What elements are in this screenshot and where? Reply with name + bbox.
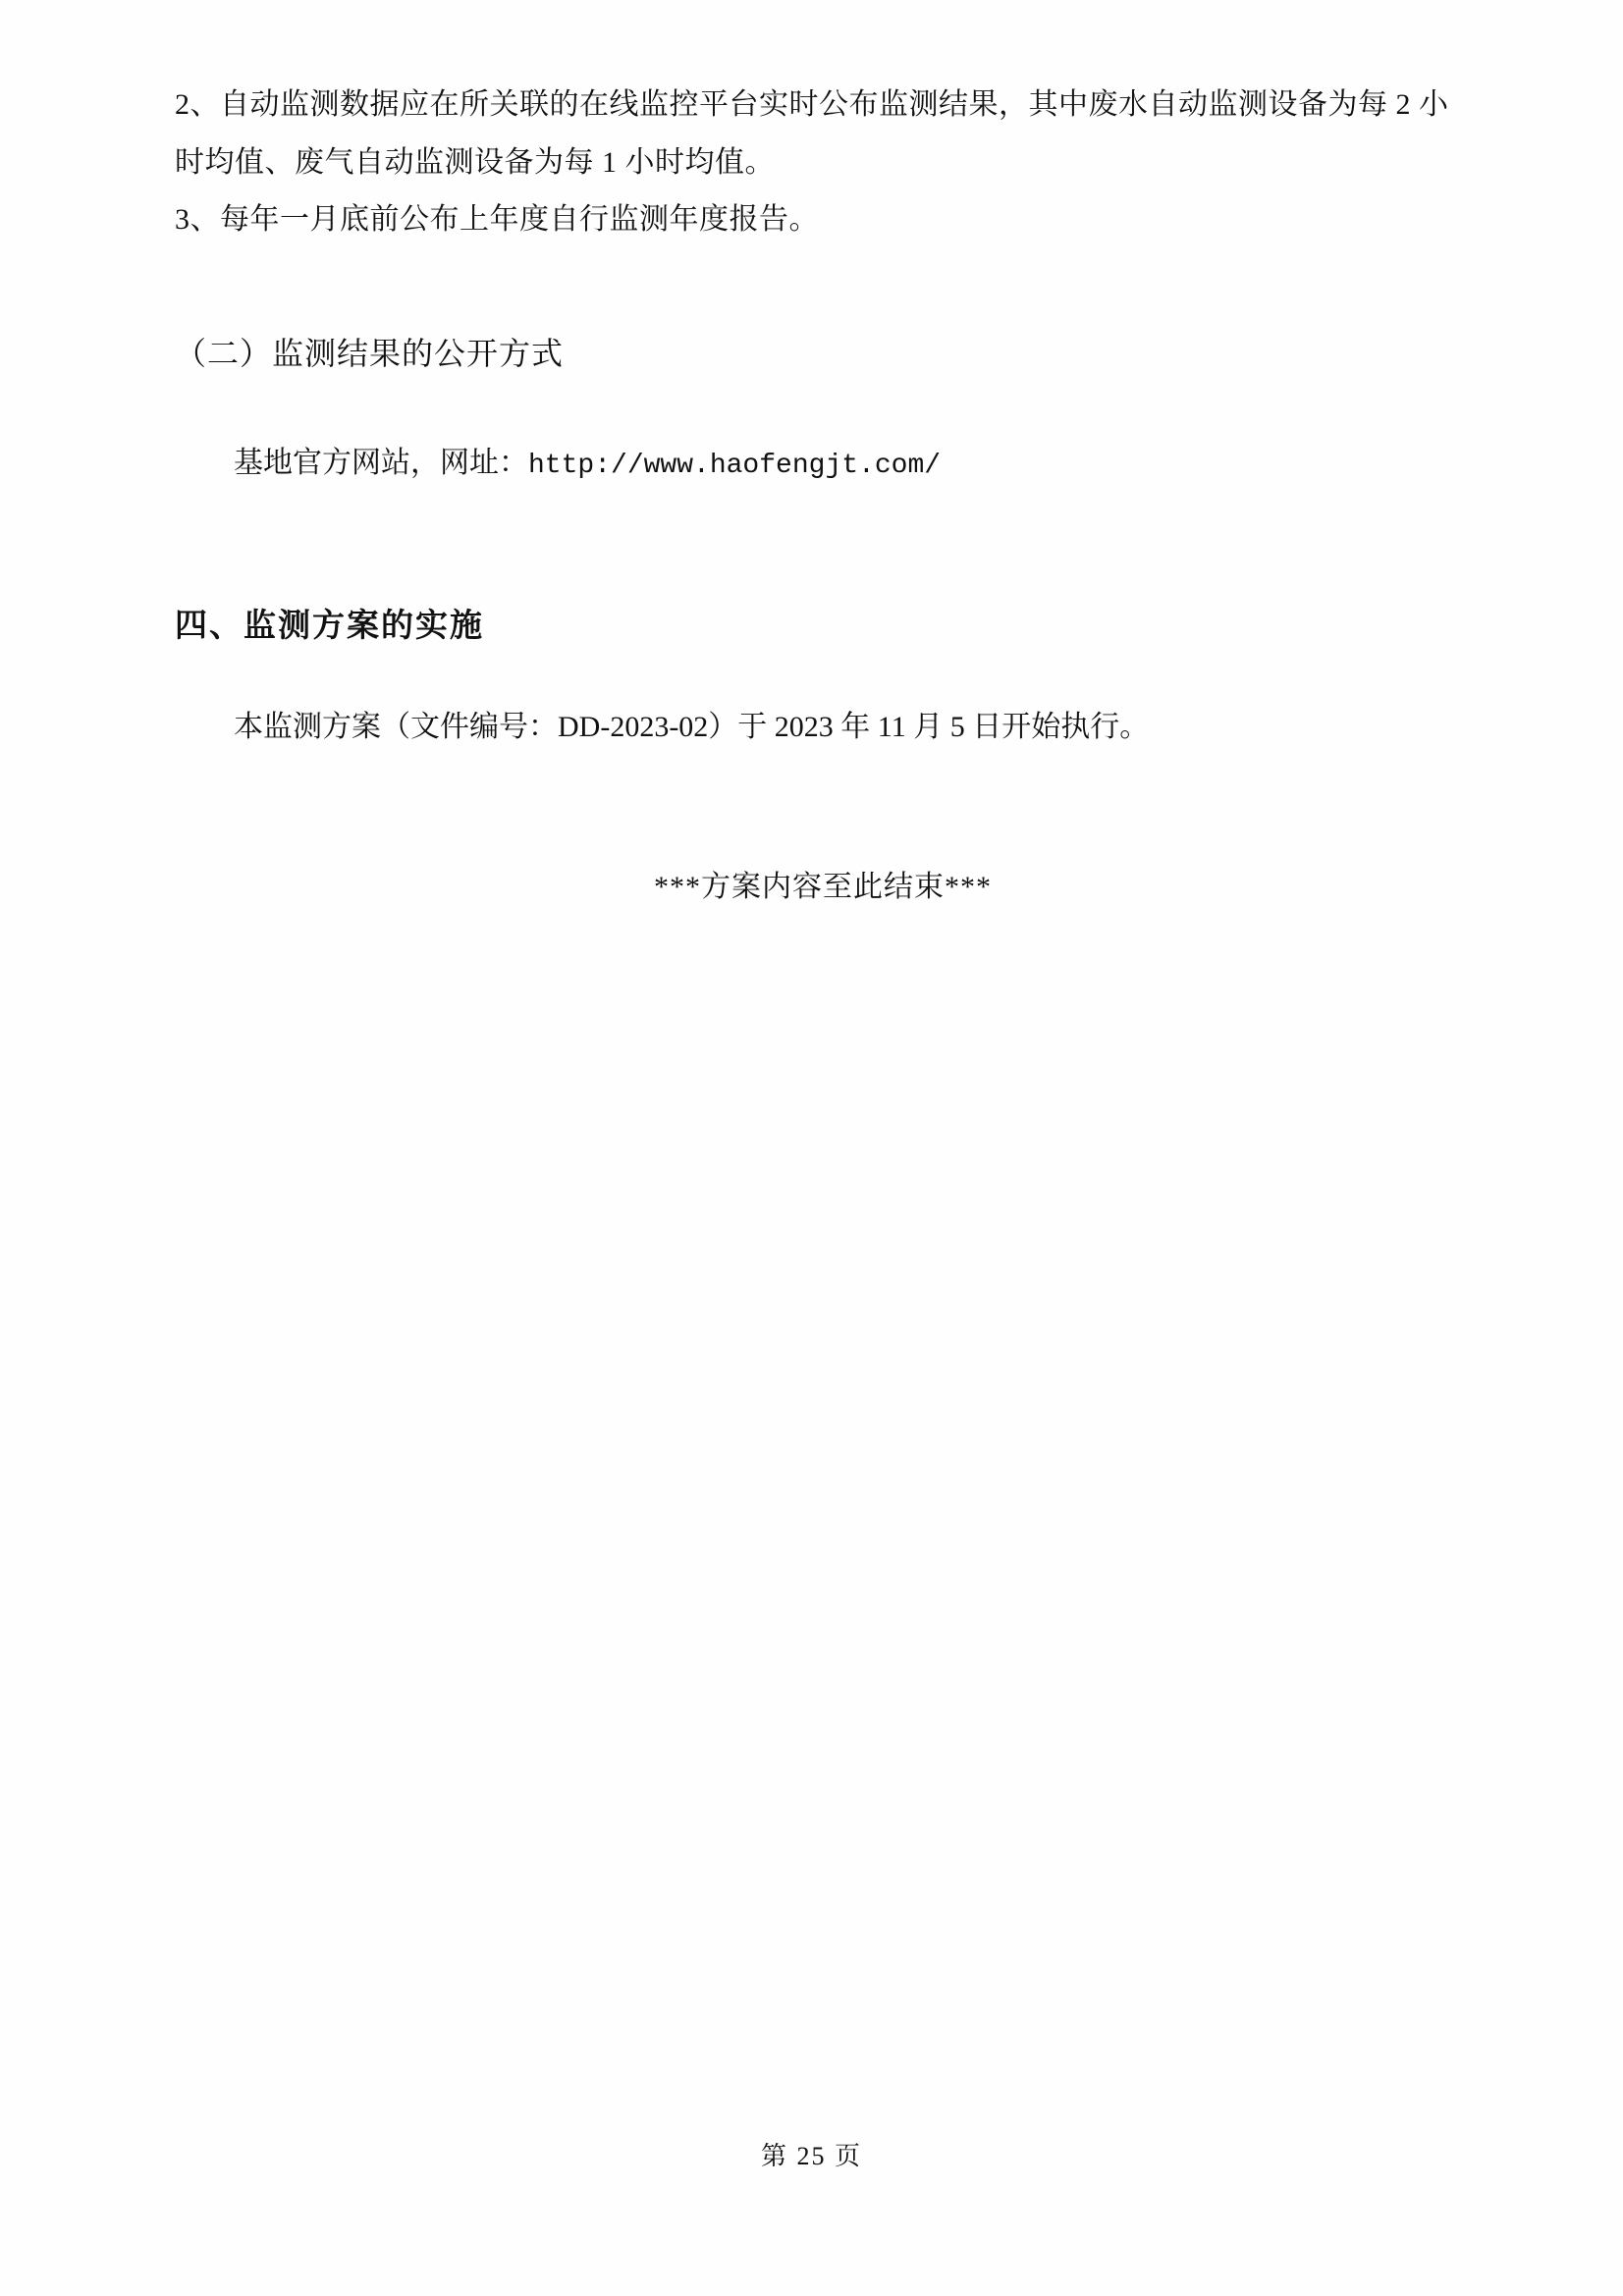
spacer-after-subheading — [175, 382, 1451, 405]
website-paragraph — [175, 435, 1451, 494]
list-item-3: 3、每年一月底前公布上年度自行监测年度报告。 — [175, 203, 819, 236]
website-url: http://www.haofengjt.com/ — [528, 451, 942, 482]
end-of-plan-note: ***方案内容至此结束*** — [654, 871, 992, 904]
page-content — [175, 0, 1451, 905]
list-item-2: 2、自动监测数据应在所关联的在线监控平台实时公布监测结果，其中废水自动监测设备为每 2 小时均值、废气自动监测设备为每 1 小时均值。 — [175, 88, 1449, 179]
spacer-after-section-heading — [175, 646, 1451, 669]
subheading-monitoring-disclosure-method: （二）监测结果的公开方式 — [175, 335, 565, 371]
spacer-before-end-note — [175, 785, 1451, 862]
website-label: 基地官方网站，网址： — [234, 447, 528, 480]
top-spacer — [175, 0, 1451, 77]
section-heading-4: 四、监测方案的实施 — [175, 606, 484, 643]
implementation-paragraph: 本监测方案（文件编号：DD-2023-02）于 2023 年 11 月 5 日开始执行。 — [234, 710, 1150, 743]
page-footer — [0, 2136, 1623, 2172]
spacer-before-section-4 — [175, 523, 1451, 600]
spacer-before-subheading — [175, 249, 1451, 326]
page-number-label: 第 25 页 — [760, 2142, 862, 2170]
